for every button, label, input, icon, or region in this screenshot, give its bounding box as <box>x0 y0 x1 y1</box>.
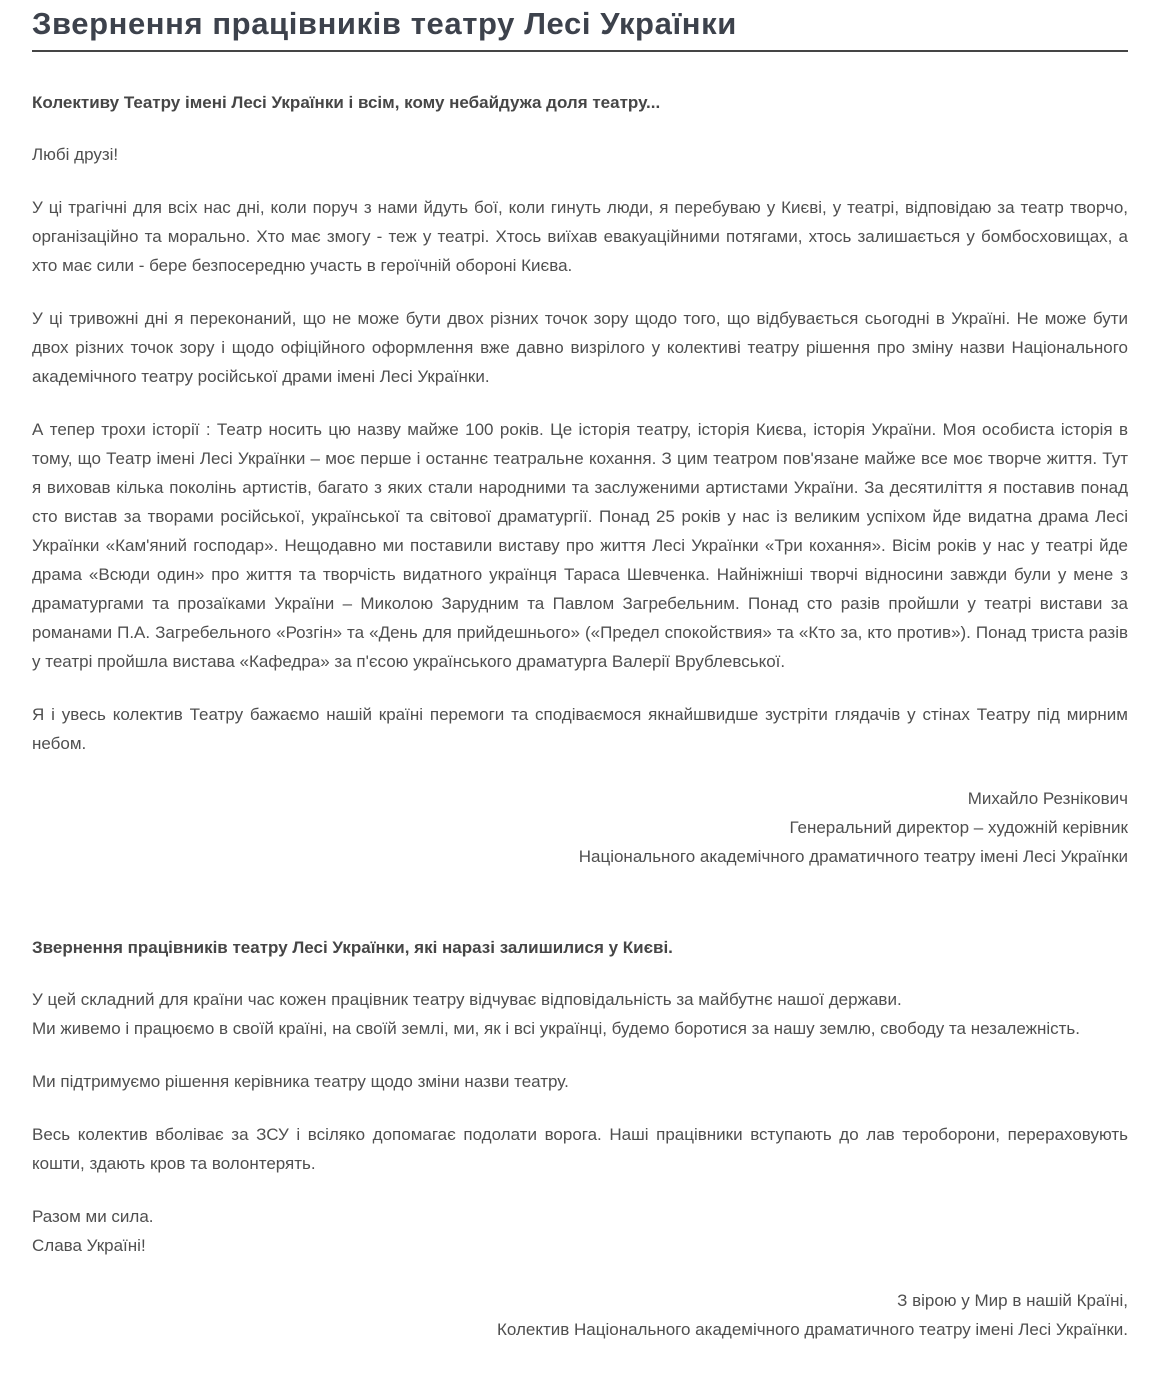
letter2-paragraph-1 <box>32 985 1128 1043</box>
signature-role: Генеральний директор – художній керівник <box>789 817 1128 837</box>
closing-line-1: Разом ми сила. <box>32 1206 154 1226</box>
letter2-paragraph-2: Ми підтримуємо рішення керівника театру щодо зміни назви театру. <box>32 1071 569 1091</box>
letter1-salutation: Колективу Театру імені Лесі Українки і всім, кому небайдужа доля театру... <box>32 92 661 112</box>
letter2-signature-line-2: Колектив Національного академічного драматичного театру імені Лесі Українки. <box>496 1319 1128 1339</box>
letter1-paragraph-1: У ці трагічні для всіх нас дні, коли поруч з нами йдуть бої, коли гинуть люди, я перебуваю у Києві, у театрі, відповідаю за театр творчо, організаційно та морально. Хто має змогу - теж у театрі. Хтось виїхав евакуаційними потягами, хтось залишається у бомбосховищах, а хто має сили - бере безпосередню участь в героїчній обороні Києва. <box>32 197 1128 275</box>
closing-line-2: Слава Україні! <box>32 1235 146 1255</box>
letter2-signature <box>32 1286 1128 1344</box>
letter-collective <box>32 935 1128 1344</box>
letter-director <box>32 90 1128 871</box>
letter2-paragraph-1-line-2: Ми живемо і працюємо в своїй країні, на своїй землі, ми, як і всі українці, будемо боротися за нашу землю, свободу та незалежність. <box>32 1018 1081 1038</box>
letter2-paragraph-1-line-1: У цей складний для країни час кожен працівник театру відчуває відповідальність за майбутнє нашої держави. <box>32 989 902 1009</box>
letter1-paragraph-4: Я і увесь колектив Театру бажаємо нашій країні перемоги та сподіваємося якнайшвидше зустріти глядачів у стінах Театру під мирним небом. <box>32 704 1128 753</box>
letter2-paragraph-3: Весь колектив вболіває за ЗСУ і всіляко допомагає подолати ворога. Наші працівники вступають до лав тероборони, перераховують кошти, здають кров та волонтерять. <box>32 1124 1128 1173</box>
signature-organization: Національного академічного драматичного театру імені Лесі Українки <box>578 846 1128 866</box>
signature-name: Михайло Резнікович <box>967 788 1128 808</box>
title-divider <box>32 50 1128 52</box>
letter1-paragraph-3: А тепер трохи історії : Театр носить цю назву майже 100 років. Це історія театру, історія Києва, історія України. Моя особиста історія в тому, що Театр імені Лесі Українки – моє перше і останнє театральне кохання. З цим театром пов'язане майже все моє творче життя. Тут я виховав кілька поколінь артистів, багато з яких стали народними та заслуженими артистами України. За десятиліття я поставив понад сто вистав за творами російської, української та світової драматургії. Понад 25 років у нас із великим успіхом йде видатна драма Лесі Українки «Кам'яний господар». Нещодавно ми поставили виставу про життя Лесі Українки «Три кохання». Вісім років у нас у театрі йде драма «Всюди один» про життя та творчість видатного українця Тараса Шевченка. Найніжніші творчі відносини завжди були у мене з драматургами та прозаїками України – Миколою Зарудним та Павлом Загребельним. Понад сто разів пройшли у театрі вистави за романами П.А. Загребельного «Розгін» та «День для прийдешнього» («Предел спокойствия» та «Кто за, кто против»). Понад триста разів у театрі пройшла вистава «Кафедра» за п'єсою українського драматурга Валерії Врублевської. <box>32 419 1128 671</box>
letter1-greeting: Любі друзі! <box>32 144 119 164</box>
letter2-heading: Звернення працівників театру Лесі Українки, які наразі залишилися у Києві. <box>32 937 673 957</box>
letter2-signature-line-1: З вірою у Мир в нашій Країні, <box>897 1290 1128 1310</box>
letter1-signature <box>32 784 1128 871</box>
letter2-closing <box>32 1202 1128 1260</box>
letter1-paragraph-2: У ці тривожні дні я переконаний, що не може бути двох різних точок зору щодо того, що відбувається сьогодні в Україні. Не може бути двох різних точок зору і щодо офіційного оформлення вже давно визрілого у колективі театру рішення про зміну назви Національного академічного театру російської драми імені Лесі Українки. <box>32 308 1128 386</box>
page-title: Звернення працівників театру Лесі Українки <box>32 6 737 41</box>
